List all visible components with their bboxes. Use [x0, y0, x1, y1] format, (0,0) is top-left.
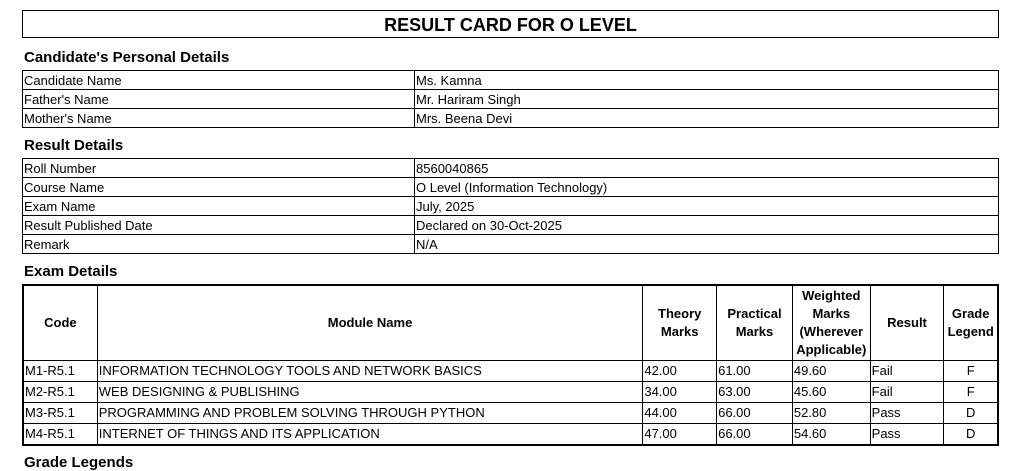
table-header-row	[23, 285, 998, 360]
page-title: RESULT CARD FOR O LEVEL	[22, 10, 999, 38]
row-label: Exam Name	[23, 197, 415, 216]
cell-practical: 61.00	[717, 360, 793, 381]
table-row	[23, 360, 998, 381]
cell-module: WEB DESIGNING & PUBLISHING	[97, 381, 643, 402]
row-value: Declared on 30-Oct-2025	[415, 216, 999, 235]
table-row	[23, 159, 999, 178]
cell-result: Fail	[870, 360, 944, 381]
cell-grade: F	[944, 381, 998, 402]
column-header-theory: Theory Marks	[643, 285, 717, 360]
cell-practical: 66.00	[717, 402, 793, 423]
cell-weighted: 49.60	[792, 360, 870, 381]
cell-code: M1-R5.1	[23, 360, 97, 381]
result-card	[22, 10, 999, 471]
cell-theory: 42.00	[643, 360, 717, 381]
row-value: July, 2025	[415, 197, 999, 216]
row-label: Roll Number	[23, 159, 415, 178]
exam-details-heading: Exam Details	[24, 263, 118, 280]
cell-practical: 63.00	[717, 381, 793, 402]
table-row	[23, 109, 999, 128]
row-value: Mr. Hariram Singh	[415, 90, 999, 109]
column-header-grade: Grade Legend	[944, 285, 998, 360]
cell-module: PROGRAMMING AND PROBLEM SOLVING THROUGH PYTHON	[97, 402, 643, 423]
table-row	[23, 90, 999, 109]
row-value: 8560040865	[415, 159, 999, 178]
row-value: O Level (Information Technology)	[415, 178, 999, 197]
row-label: Course Name	[23, 178, 415, 197]
table-row	[23, 71, 999, 90]
cell-result: Pass	[870, 402, 944, 423]
row-label: Result Published Date	[23, 216, 415, 235]
row-value: Ms. Kamna	[415, 71, 999, 90]
cell-module: INTERNET OF THINGS AND ITS APPLICATION	[97, 423, 643, 445]
cell-weighted: 52.80	[792, 402, 870, 423]
personal-details-heading: Candidate's Personal Details	[24, 49, 230, 66]
column-header-practical: Practical Marks	[717, 285, 793, 360]
cell-theory: 34.00	[643, 381, 717, 402]
cell-practical: 66.00	[717, 423, 793, 445]
cell-weighted: 54.60	[792, 423, 870, 445]
cell-grade: F	[944, 360, 998, 381]
row-value: Mrs. Beena Devi	[415, 109, 999, 128]
result-details-heading: Result Details	[24, 137, 124, 154]
column-header-code: Code	[23, 285, 97, 360]
column-header-module: Module Name	[97, 285, 643, 360]
table-row	[23, 423, 998, 445]
cell-theory: 44.00	[643, 402, 717, 423]
row-label: Candidate Name	[23, 71, 415, 90]
table-row	[23, 178, 999, 197]
cell-weighted: 45.60	[792, 381, 870, 402]
cell-grade: D	[944, 402, 998, 423]
grade-legends-heading: Grade Legends	[24, 454, 134, 471]
cell-theory: 47.00	[643, 423, 717, 445]
exam-details-table	[22, 284, 999, 446]
personal-details-table	[22, 70, 999, 128]
cell-result: Fail	[870, 381, 944, 402]
cell-code: M4-R5.1	[23, 423, 97, 445]
cell-result: Pass	[870, 423, 944, 445]
row-label: Mother's Name	[23, 109, 415, 128]
column-header-weighted: Weighted Marks (Wherever Applicable)	[792, 285, 870, 360]
row-value: N/A	[415, 235, 999, 254]
cell-module: INFORMATION TECHNOLOGY TOOLS AND NETWORK BASICS	[97, 360, 643, 381]
cell-code: M2-R5.1	[23, 381, 97, 402]
row-label: Father's Name	[23, 90, 415, 109]
row-label: Remark	[23, 235, 415, 254]
table-row	[23, 381, 998, 402]
table-row	[23, 197, 999, 216]
cell-code: M3-R5.1	[23, 402, 97, 423]
result-details-table	[22, 158, 999, 254]
column-header-result: Result	[870, 285, 944, 360]
table-row	[23, 402, 998, 423]
table-row	[23, 216, 999, 235]
table-row	[23, 235, 999, 254]
cell-grade: D	[944, 423, 998, 445]
